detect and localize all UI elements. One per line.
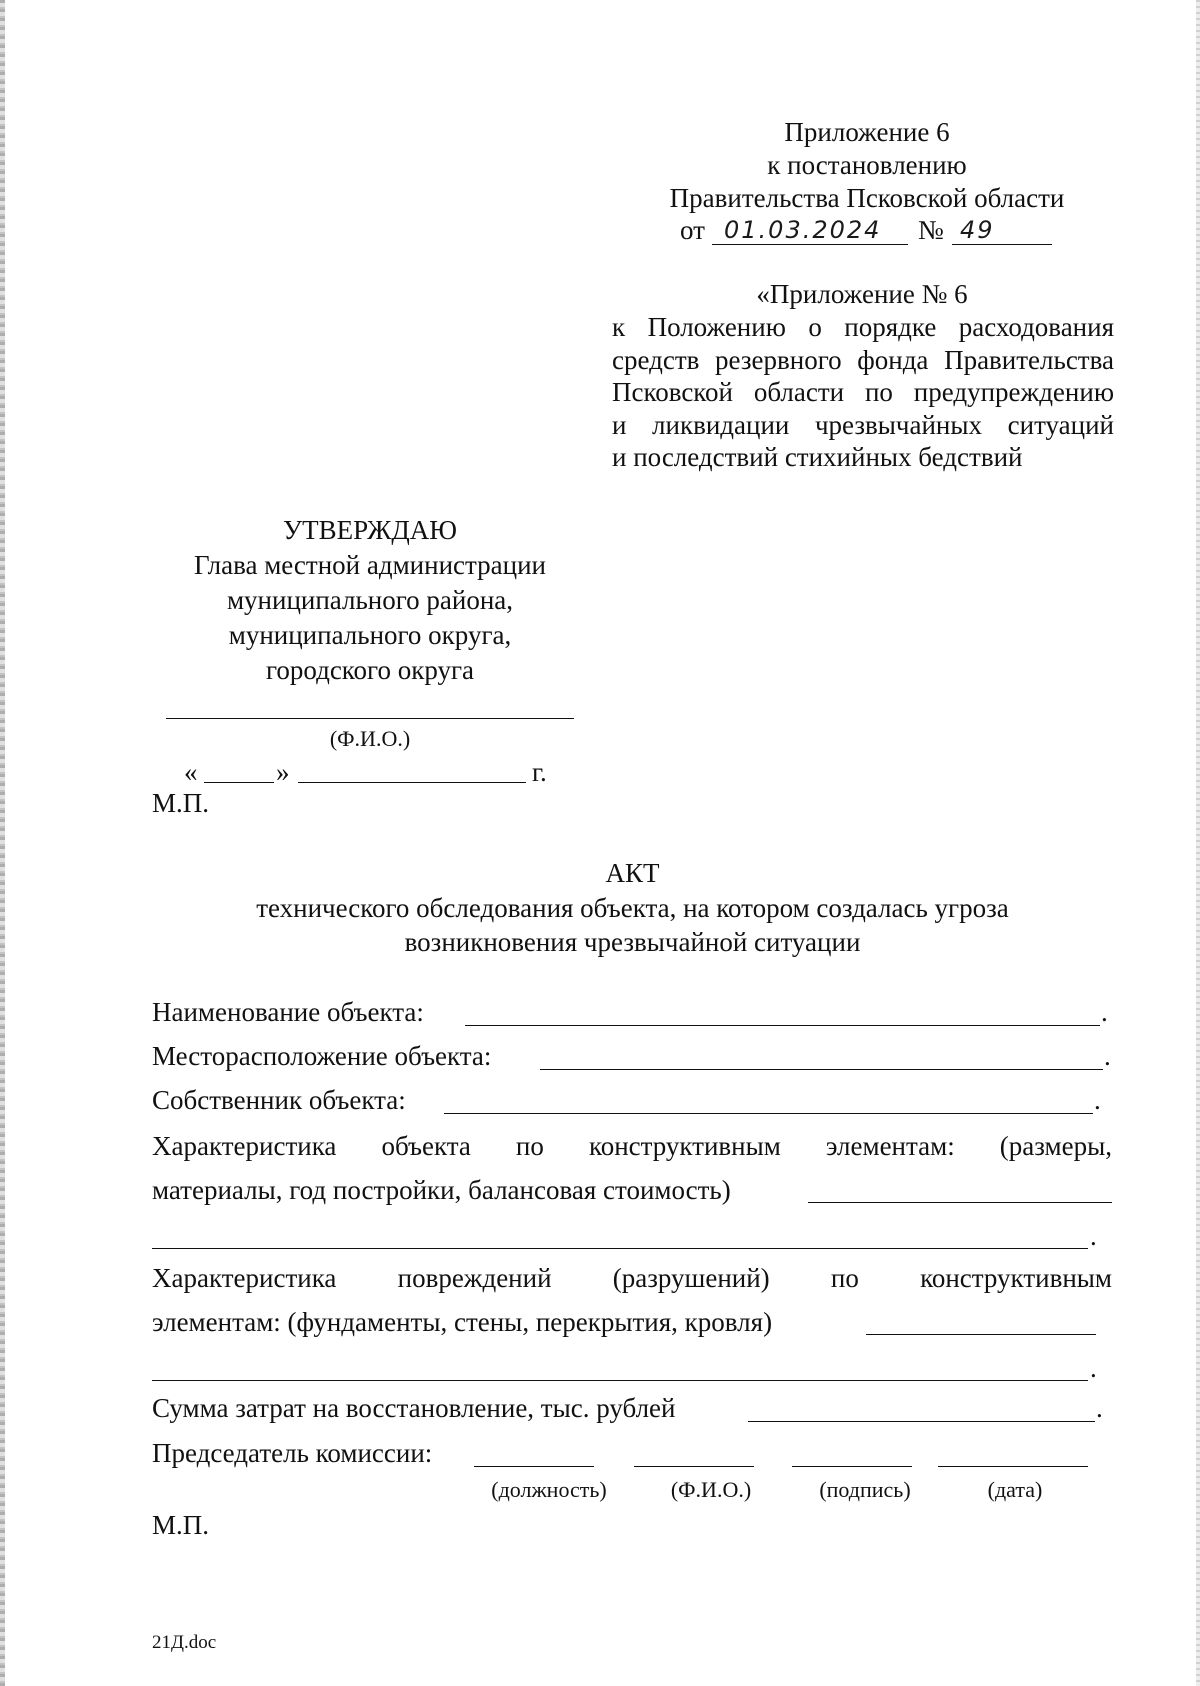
regulation-line-3: Псковской области по предупреждению: [612, 377, 1114, 407]
handwritten-number: 49: [960, 216, 995, 244]
period: .: [1096, 1393, 1103, 1423]
field-damage-characteristics: Характеристика повреждений (разрушений) по конструктивным: [152, 1263, 1112, 1293]
characteristics-line-2: [152, 1248, 1088, 1249]
chairman-fio-line: [634, 1466, 754, 1467]
day-line: [204, 782, 274, 783]
appendix-line-3: Правительства Псковской области: [669, 183, 1065, 213]
approver-fio-caption: (Ф.И.О.): [329, 726, 411, 751]
regulation-line-5: и последствий стихийных бедствий: [612, 442, 1023, 472]
regulation-title: «Приложение № 6: [756, 279, 968, 309]
object-owner-line: [444, 1113, 1093, 1114]
period: .: [1094, 1085, 1101, 1115]
field-object-characteristics-cont: материалы, год постройки, балансовая стоимость): [152, 1175, 731, 1205]
date-label: от: [680, 215, 705, 245]
approve-line-3: муниципального округа,: [228, 620, 512, 650]
caption-date: (дата): [987, 1477, 1043, 1502]
approve-line-4: городского округа: [265, 655, 475, 685]
period: .: [1101, 997, 1108, 1027]
approver-stamp: М.П.: [152, 788, 210, 818]
number-underline: [952, 244, 1052, 245]
object-name-line: [465, 1025, 1100, 1026]
caption-signature: (подпись): [819, 1477, 911, 1502]
caption-fio: (Ф.И.О.): [670, 1477, 752, 1502]
field-restoration-cost: Сумма затрат на восстановление, тыс. рублей: [152, 1393, 676, 1423]
field-object-owner: Собственник объекта:: [152, 1085, 406, 1115]
regulation-line-2: средств резервного фонда Правительства: [612, 345, 1114, 375]
regulation-line-1: к Положению о порядке расходования: [612, 312, 1114, 342]
chairman-signature-line: [792, 1466, 912, 1467]
approver-fio-line: [166, 718, 574, 719]
act-subtitle-line-2: возникновения чрезвычайной ситуации: [404, 927, 861, 957]
chairman-position-line: [474, 1466, 594, 1467]
file-name: 21Д.doc: [152, 1632, 217, 1653]
period: .: [1090, 1221, 1097, 1251]
quote-open: «: [184, 757, 198, 787]
approve-line-1: Глава местной администрации: [194, 550, 546, 580]
act-subtitle-line-1: технического обследования объекта, на котором создалась угроза: [256, 893, 1009, 923]
field-object-characteristics: Характеристика объекта по конструктивным элементам: (размеры,: [152, 1131, 1112, 1161]
number-label: №: [918, 215, 944, 245]
field-commission-chairman: Председатель комиссии:: [152, 1438, 433, 1468]
object-location-line: [540, 1069, 1103, 1070]
appendix-line-2: к постановлению: [767, 150, 967, 180]
caption-position: (должность): [491, 1477, 607, 1502]
field-damage-characteristics-cont: элементам: (фундаменты, стены, перекрытия, кровля): [152, 1307, 773, 1337]
month-line: [298, 782, 526, 783]
date-underline: [712, 244, 908, 245]
handwritten-date: 01.03.2024: [724, 216, 882, 244]
characteristics-line-1: [808, 1202, 1112, 1203]
regulation-line-4: и ликвидации чрезвычайных ситуаций: [612, 410, 1114, 440]
field-object-location: Месторасположение объекта:: [152, 1041, 492, 1071]
footer-stamp: М.П.: [152, 1510, 210, 1540]
restoration-cost-line: [748, 1421, 1095, 1422]
approve-title: УТВЕРЖДАЮ: [282, 515, 458, 545]
field-object-name: Наименование объекта:: [152, 997, 424, 1027]
quote-close: »: [276, 757, 290, 787]
chairman-date-line: [938, 1466, 1088, 1467]
approve-line-2: муниципального района,: [226, 585, 514, 615]
period: .: [1104, 1041, 1111, 1071]
scan-edge-right: [1196, 0, 1200, 1686]
scan-edge-left: [0, 0, 5, 1686]
damage-line-1: [866, 1334, 1096, 1335]
year-suffix: г.: [532, 757, 547, 787]
act-title: АКТ: [605, 858, 660, 888]
damage-line-2: [152, 1380, 1088, 1381]
appendix-line-1: Приложение 6: [784, 117, 950, 147]
period: .: [1090, 1353, 1097, 1383]
